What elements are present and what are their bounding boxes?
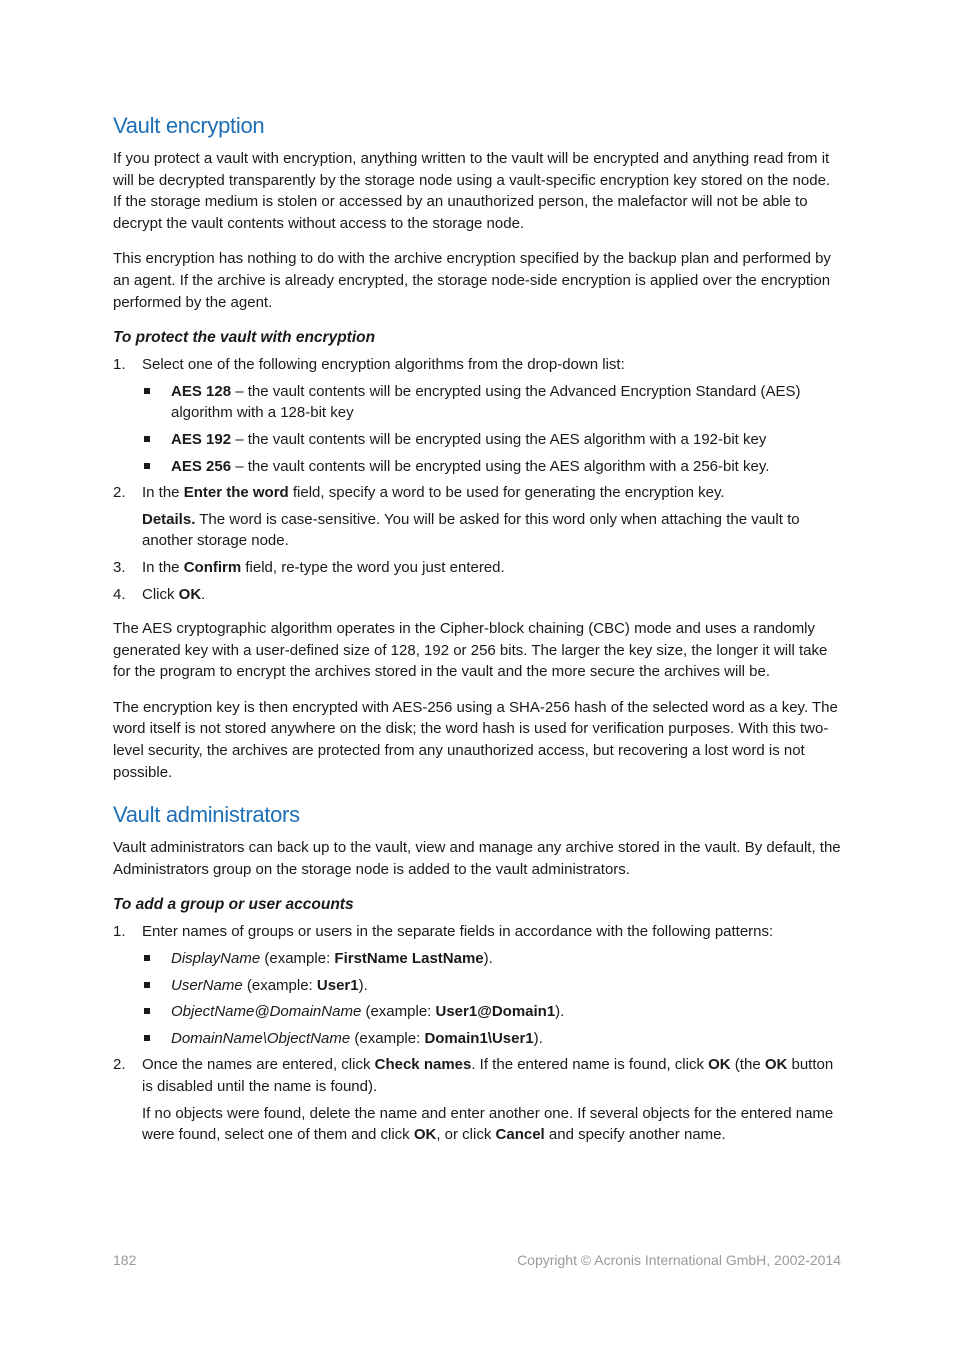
bullet-icon [144, 463, 150, 469]
step-1 [113, 354, 841, 477]
bullet-icon [144, 982, 150, 988]
step-text: Enter names of groups or users in the separate fields in accordance with the following patterns: [142, 923, 774, 941]
step-3 [113, 557, 841, 579]
procedure-steps [113, 354, 841, 605]
italic-term: DomainName\ObjectName [171, 1029, 351, 1047]
item-text: – the vault contents will be encrypted using the AES algorithm with a 192-bit key [231, 430, 767, 448]
note-text: , or click [436, 1126, 496, 1144]
note-text: If no objects were found, delete the name and enter another one. If several objects for the entered name were found, select one of them and click [142, 1104, 834, 1144]
pattern-list [142, 948, 841, 1049]
step-text: . [201, 585, 206, 603]
step-2 [113, 482, 841, 552]
step-number: 2. [113, 484, 126, 502]
bold-term: Details. [142, 510, 196, 528]
list-item [142, 456, 841, 478]
step-text: Once the names are entered, click [142, 1056, 375, 1074]
step-text: field, re-type the word you just entered. [241, 558, 505, 576]
procedure-steps [113, 921, 841, 1145]
step-text: field, specify a word to be used for generating the encryption key. [288, 484, 725, 502]
italic-term: DisplayName [171, 950, 261, 968]
bullet-icon [144, 955, 150, 961]
paragraph: If you protect a vault with encryption, anything written to the vault will be encrypted and anything read from it will be decrypted transparently by the storage node using a vault-specific encryption key stored on the node. If the storage medium is stolen or accessed by an unauthorized person, the malefactor will not be able to decrypt the vault contents without access to the storage node. [113, 150, 831, 232]
section-title-vault-administrators: Vault administrators [113, 802, 300, 828]
italic-term: UserName [171, 976, 243, 994]
step-text: . If the entered name is found, click [471, 1056, 709, 1074]
list-item [142, 1001, 841, 1023]
bold-term: AES 192 [171, 430, 232, 448]
details-text: The word is case-sensitive. You will be asked for this word only when attaching the vault to another storage node. [142, 510, 800, 550]
bold-term: OK [764, 1056, 788, 1074]
bold-term: OK [413, 1126, 437, 1144]
bold-term: AES 256 [171, 457, 232, 475]
list-item [142, 381, 841, 424]
step-1 [113, 921, 841, 1049]
bold-term: OK [708, 1056, 731, 1074]
section-title-vault-encryption: Vault encryption [113, 113, 265, 138]
bold-term: Domain1\User1 [424, 1029, 534, 1047]
step-number: 4. [113, 585, 126, 603]
bold-term: Check names [374, 1056, 472, 1074]
bold-term: Cancel [495, 1126, 545, 1144]
step-text: In the [142, 484, 184, 502]
item-text: ). [555, 1003, 565, 1021]
step-note [142, 1103, 841, 1146]
bold-term: Enter the word [183, 484, 289, 502]
page-content [113, 112, 841, 1151]
list-item [142, 975, 841, 997]
step-number: 3. [113, 558, 126, 576]
list-item [142, 1028, 841, 1050]
item-text: (example: [242, 976, 317, 994]
bold-term: OK [178, 585, 202, 603]
bold-term: AES 128 [171, 382, 232, 400]
step-text: (the [730, 1056, 765, 1074]
step-text: Select one of the following encryption algorithms from the drop-down list: [142, 356, 625, 374]
bullet-icon [144, 1035, 150, 1041]
list-item [142, 948, 841, 970]
step-text: Click [142, 585, 179, 603]
note-text: and specify another name. [544, 1126, 726, 1144]
algorithm-list [142, 381, 841, 477]
step-number: 1. [113, 923, 126, 941]
item-text: ). [483, 950, 493, 968]
item-text: (example: [361, 1003, 436, 1021]
step-text: In the [142, 558, 184, 576]
bold-term: User1@Domain1 [435, 1003, 556, 1021]
paragraph: The encryption key is then encrypted with AES-256 using a SHA-256 hash of the selected word as a key. The word itself is not stored anywhere on the disk; the word hash is used for verification purposes. With this two-level security, the archives are protected from any unauthorized access, but recovering a lost word is not possible. [113, 698, 838, 781]
paragraph: Vault administrators can back up to the vault, view and manage any archive stored in the vault. By default, the Administrators group on the storage node is added to the vault administrators. [113, 839, 841, 878]
bullet-icon [144, 436, 150, 442]
section-vault-administrators [113, 801, 841, 1146]
step-4 [113, 584, 841, 606]
bold-term: Confirm [183, 558, 242, 576]
procedure-title: To add a group or user accounts [113, 896, 354, 914]
bullet-icon [144, 1008, 150, 1014]
step-details [142, 509, 841, 552]
paragraph: This encryption has nothing to do with the archive encryption specified by the backup plan and performed by an agent. If the archive is already encrypted, the storage node-side encryption is applied over the encryption performed by the agent. [113, 250, 831, 311]
step-number: 1. [113, 356, 126, 374]
item-text: (example: [350, 1029, 425, 1047]
italic-term: ObjectName@DomainName [171, 1003, 362, 1021]
paragraph: The AES cryptographic algorithm operates in the Cipher-block chaining (CBC) mode and uses a randomly generated key with a user-defined size of 128, 192 or 256 bits. The larger the key size, the longer it will take for the program to encrypt the archives stored in the vault and the more secure the archives will be. [113, 620, 828, 681]
bold-term: FirstName LastName [334, 950, 484, 968]
step-text: button is disabled until the name is found). [142, 1056, 834, 1095]
item-text: ). [358, 976, 368, 994]
item-text: (example: [260, 950, 335, 968]
bullet-icon [144, 388, 150, 394]
bold-term: User1 [316, 976, 359, 994]
item-text: – the vault contents will be encrypted using the AES algorithm with a 256-bit key. [231, 457, 770, 475]
step-2 [113, 1054, 841, 1145]
copyright-notice: Copyright © Acronis International GmbH, 2002-2014 [517, 1252, 841, 1268]
item-text: ). [533, 1029, 543, 1047]
step-number: 2. [113, 1056, 126, 1074]
page-number: 182 [113, 1252, 137, 1268]
list-item [142, 429, 841, 451]
item-text: – the vault contents will be encrypted using the Advanced Encryption Standard (AES) algorithm with a 128-bit key [171, 382, 801, 422]
procedure-title: To protect the vault with encryption [113, 329, 376, 347]
